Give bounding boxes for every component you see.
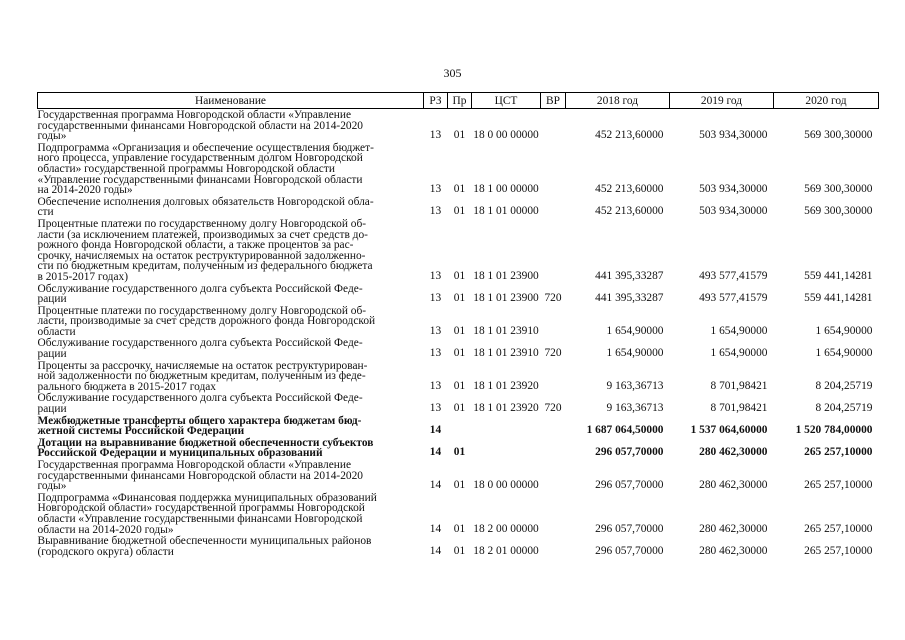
row-value-2020: 265 257,10000 xyxy=(804,446,873,459)
row-value-2018: 9 163,36713 xyxy=(606,379,664,392)
row-value-2019: 280 462,30000 xyxy=(699,479,768,492)
row-rz: 14 xyxy=(429,479,442,492)
row-value-2019: 503 934,30000 xyxy=(699,129,768,142)
row-value-2019: 503 934,30000 xyxy=(699,183,768,196)
row-value-2020: 569 300,30000 xyxy=(804,205,873,218)
row-value-2018: 296 057,70000 xyxy=(595,522,664,535)
row-vr xyxy=(541,109,566,142)
row-pr: 01 xyxy=(453,292,466,305)
row-value-2018: 9 163,36713 xyxy=(606,402,664,415)
row-vr xyxy=(541,360,566,393)
row-pr: 01 xyxy=(453,129,466,142)
row-value-2019: 1 654,90000 xyxy=(710,347,768,360)
row-value-2020: 559 441,14281 xyxy=(804,292,873,305)
row-cst: 18 1 01 23910 xyxy=(473,324,539,337)
column-header-cst: ЦСТ xyxy=(472,93,541,109)
row-name: Выравнивание бюджетной обеспеченности муниципальных районов (городского округа) области xyxy=(37,535,372,558)
row-rz: 13 xyxy=(429,402,442,415)
row-cst: 18 1 01 23900 xyxy=(473,292,539,305)
row-value-2020: 559 441,14281 xyxy=(804,269,873,282)
table-row xyxy=(38,305,879,338)
row-name: Обслуживание государственного долга субъекта Российской Феде- рации xyxy=(37,282,363,306)
table-row xyxy=(38,415,879,437)
row-rz: 14 xyxy=(429,544,442,557)
row-value-2019: 503 934,30000 xyxy=(699,205,768,218)
row-vr xyxy=(541,196,566,218)
row-value-2018: 452 213,60000 xyxy=(595,129,664,142)
table-row xyxy=(38,535,879,557)
row-rz: 13 xyxy=(429,205,442,218)
budget-table xyxy=(37,92,879,557)
row-cst: 18 1 01 23920 xyxy=(473,379,539,392)
table-header-row xyxy=(38,93,879,109)
row-name: Межбюджетные трансферты общего характера бюджетам бюд- жетной системы Российской Федерации xyxy=(37,414,362,438)
row-vr: 720 xyxy=(544,402,562,415)
table-row xyxy=(38,196,879,218)
row-pr xyxy=(448,415,472,437)
row-value-2018: 296 057,70000 xyxy=(595,446,664,459)
row-value-2018: 452 213,60000 xyxy=(595,183,664,196)
row-value-2019: 1 537 064,60000 xyxy=(690,424,768,437)
row-name: Дотации на выравнивание бюджетной обеспеченности субъектов Российской Федерации и муниципальных образований xyxy=(37,436,374,460)
row-value-2018: 1 654,90000 xyxy=(606,324,664,337)
row-name: Обслуживание государственного долга субъекта Российской Феде- рации xyxy=(37,337,363,361)
column-header-2020: 2020 год xyxy=(774,93,879,109)
row-vr xyxy=(541,305,566,338)
column-header-pr: Пр xyxy=(448,93,472,109)
column-header-vr: ВР xyxy=(541,93,566,109)
row-pr: 01 xyxy=(453,522,466,535)
row-value-2018: 441 395,33287 xyxy=(595,292,664,305)
row-value-2020: 1 520 784,00000 xyxy=(795,424,873,437)
row-value-2020: 265 257,10000 xyxy=(804,544,873,557)
row-pr: 01 xyxy=(453,324,466,337)
row-value-2020: 265 257,10000 xyxy=(804,479,873,492)
column-header-name: Наименование xyxy=(38,93,424,109)
table-row xyxy=(38,437,879,459)
table-row xyxy=(38,392,879,414)
row-value-2020: 569 300,30000 xyxy=(804,129,873,142)
page-number: 305 xyxy=(443,66,462,80)
row-pr: 01 xyxy=(453,446,466,459)
row-cst: 18 1 01 23910 xyxy=(473,347,539,360)
row-value-2019: 280 462,30000 xyxy=(699,446,768,459)
row-rz: 13 xyxy=(429,324,442,337)
row-value-2019: 280 462,30000 xyxy=(699,544,768,557)
table-row xyxy=(38,283,879,305)
row-cst: 18 0 00 00000 xyxy=(473,479,539,492)
table-row xyxy=(38,459,879,492)
row-rz: 14 xyxy=(429,522,442,535)
column-header-rz: РЗ xyxy=(424,93,448,109)
row-value-2020: 1 654,90000 xyxy=(815,324,873,337)
row-vr xyxy=(541,492,566,535)
row-value-2019: 493 577,41579 xyxy=(699,269,768,282)
row-value-2018: 1 687 064,50000 xyxy=(586,424,664,437)
row-vr xyxy=(541,142,566,196)
row-value-2019: 8 701,98421 xyxy=(710,379,768,392)
row-vr xyxy=(541,459,566,492)
table-body xyxy=(38,109,879,558)
row-rz: 14 xyxy=(429,446,442,459)
row-name: Проценты за рассрочку, начисляемые на остаток реструктурирован- ной задолженности по бюджетным кредитам, полученным из феде- рального бюджета в 2015-2017 годах xyxy=(37,359,368,393)
row-vr xyxy=(541,415,566,437)
row-vr xyxy=(541,218,566,283)
row-name: Государственная программа Новгородской области «Управление государственными финансами Новгородской области на 2014-2020 годы» xyxy=(37,459,363,493)
row-cst: 18 1 01 23920 xyxy=(473,402,539,415)
row-name: Процентные платежи по государственному долгу Новгородской об- ласти, производимые за счет средств дорожного фонда Новгородской области xyxy=(37,304,376,338)
row-vr xyxy=(541,535,566,557)
table-row xyxy=(38,142,879,196)
row-value-2018: 441 395,33287 xyxy=(595,269,664,282)
row-pr: 01 xyxy=(453,544,466,557)
row-value-2019: 8 701,98421 xyxy=(710,402,768,415)
row-value-2019: 280 462,30000 xyxy=(699,522,768,535)
row-name: Государственная программа Новгородской области «Управление государственными финансами Новгородской области на 2014-2020 годы» xyxy=(37,109,363,143)
row-value-2018: 296 057,70000 xyxy=(595,479,664,492)
row-value-2018: 452 213,60000 xyxy=(595,205,664,218)
row-rz: 13 xyxy=(429,347,442,360)
row-value-2019: 1 654,90000 xyxy=(710,324,768,337)
row-vr: 720 xyxy=(544,347,562,360)
column-header-2019: 2019 год xyxy=(670,93,774,109)
table-row xyxy=(38,218,879,283)
row-name: Подпрограмма «Финансовая поддержка муниципальных образований Новгородской области» государственной программы Новгородской области «Управление государственными финансами Новгородской области на 2014-2020 годы» xyxy=(37,491,377,536)
row-value-2020: 569 300,30000 xyxy=(804,183,873,196)
row-name: Процентные платежи по государственному долгу Новгородской об- ласти (за исключением платежей, производимых за счет средств до- рожного фонда Новгородской области, а также процентов за рас- срочку, начисляемых на остаток реструктурированной задолженно- сти по бюджетным кредитам, полученным из федерального бюджета в 2015-2017 годах) xyxy=(37,217,373,283)
row-pr: 01 xyxy=(453,402,466,415)
row-rz: 13 xyxy=(429,379,442,392)
row-value-2019: 493 577,41579 xyxy=(699,292,768,305)
row-cst xyxy=(472,415,541,437)
row-vr xyxy=(541,437,566,459)
row-cst: 18 2 01 00000 xyxy=(473,544,539,557)
row-cst xyxy=(472,437,541,459)
row-cst: 18 1 01 00000 xyxy=(473,205,539,218)
row-value-2018: 1 654,90000 xyxy=(606,347,664,360)
column-header-2018: 2018 год xyxy=(566,93,670,109)
table-row xyxy=(38,492,879,535)
row-pr: 01 xyxy=(453,183,466,196)
table-row xyxy=(38,337,879,359)
row-name: Подпрограмма «Организация и обеспечение осуществления бюджет- ного процесса, управление государственным долгом Новгородской области» государственной программы Новгородской области «Управление государственными финансами Новгородской области на 2014-2020 годы» xyxy=(37,141,374,197)
row-name: Обеспечение исполнения долговых обязательств Новгородской обла- сти xyxy=(37,195,374,219)
row-rz: 13 xyxy=(429,292,442,305)
row-value-2018: 296 057,70000 xyxy=(595,544,664,557)
row-cst: 18 1 01 23900 xyxy=(473,269,539,282)
row-pr: 01 xyxy=(453,347,466,360)
row-value-2020: 265 257,10000 xyxy=(804,522,873,535)
row-rz: 13 xyxy=(429,183,442,196)
row-cst: 18 2 00 00000 xyxy=(473,522,539,535)
row-pr: 01 xyxy=(453,479,466,492)
row-cst: 18 0 00 00000 xyxy=(473,129,539,142)
row-rz: 13 xyxy=(429,269,442,282)
row-pr: 01 xyxy=(453,379,466,392)
row-vr: 720 xyxy=(544,292,562,305)
table-row xyxy=(38,109,879,142)
row-cst: 18 1 00 00000 xyxy=(473,183,539,196)
row-value-2020: 8 204,25719 xyxy=(815,379,873,392)
table-row xyxy=(38,360,879,393)
row-name: Обслуживание государственного долга субъекта Российской Феде- рации xyxy=(37,392,363,416)
row-rz: 14 xyxy=(429,424,442,437)
row-rz: 13 xyxy=(429,129,442,142)
row-pr: 01 xyxy=(453,205,466,218)
row-pr: 01 xyxy=(453,269,466,282)
row-value-2020: 1 654,90000 xyxy=(815,347,873,360)
row-value-2020: 8 204,25719 xyxy=(815,402,873,415)
